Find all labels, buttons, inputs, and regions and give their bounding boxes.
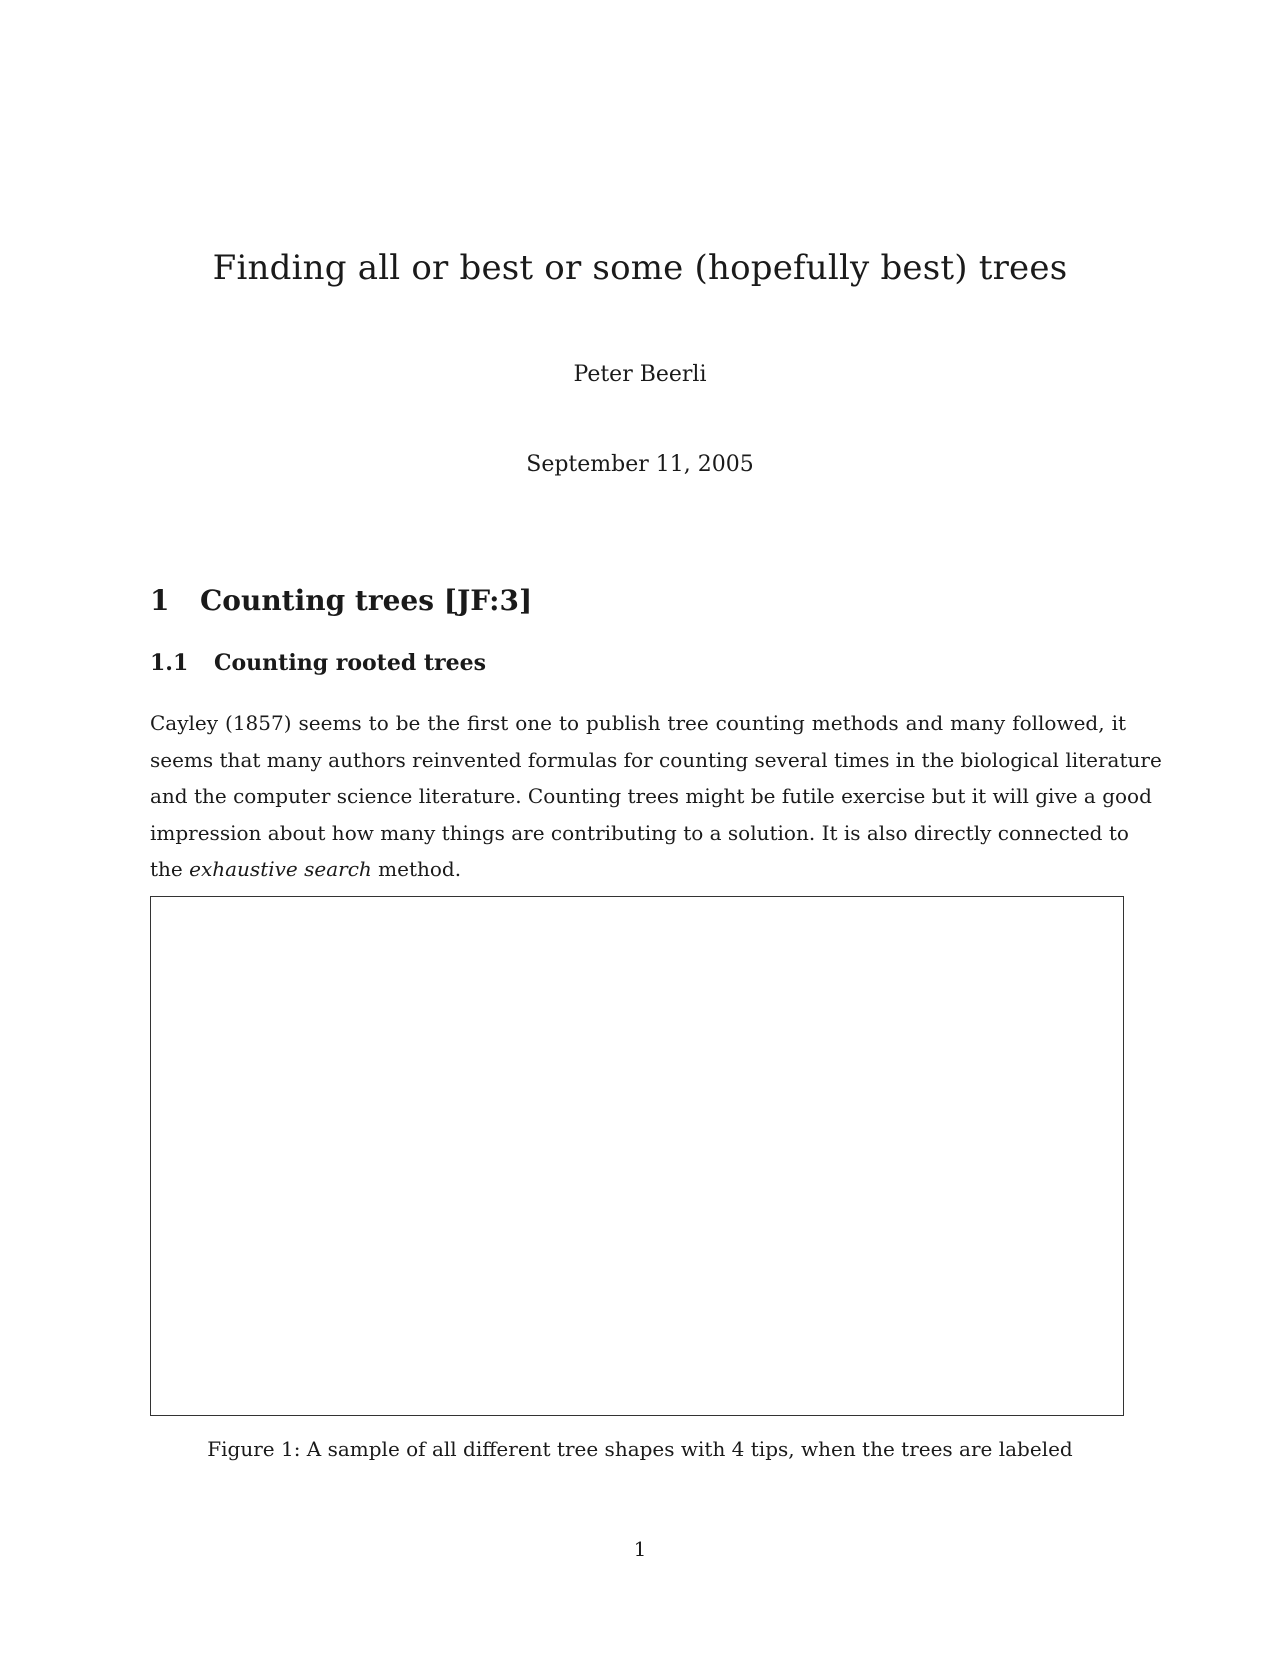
publication-date: September 11, 2005 [526, 452, 754, 477]
body-paragraph [150, 705, 1162, 888]
section-heading [150, 584, 532, 617]
paragraph-line: Cayley (1857) seems to be the first one to publish tree counting methods and many followed, it [150, 711, 1126, 735]
figure-caption: Figure 1: A sample of all different tree shapes with 4 tips, when the trees are labeled [207, 1437, 1073, 1461]
paragraph-line: and the computer science literature. Counting trees might be futile exercise but it will give a good [150, 784, 1152, 808]
paragraph-line: impression about how many things are contributing to a solution. It is also directly connected to [150, 820, 1129, 845]
paper-title: Finding all or best or some (hopefully best) trees [212, 248, 1068, 288]
paragraph-text: the [150, 857, 190, 881]
paragraph-line [150, 851, 1126, 888]
paragraph-text: method. [371, 857, 462, 881]
section-number: 1 [150, 584, 170, 617]
page-number: 1 [633, 1537, 647, 1561]
figure-frame [150, 896, 1124, 1416]
paragraph-line: seems that many authors reinvented formulas for counting several times in the biological literature [150, 747, 1162, 772]
author-name: Peter Beerli [573, 362, 707, 387]
subsection-number: 1.1 [150, 650, 189, 676]
subsection-title: Counting rooted trees [214, 650, 487, 676]
subsection-heading [150, 650, 486, 676]
emphasized-term: exhaustive search [189, 857, 372, 881]
section-title: Counting trees [JF:3] [200, 584, 533, 617]
